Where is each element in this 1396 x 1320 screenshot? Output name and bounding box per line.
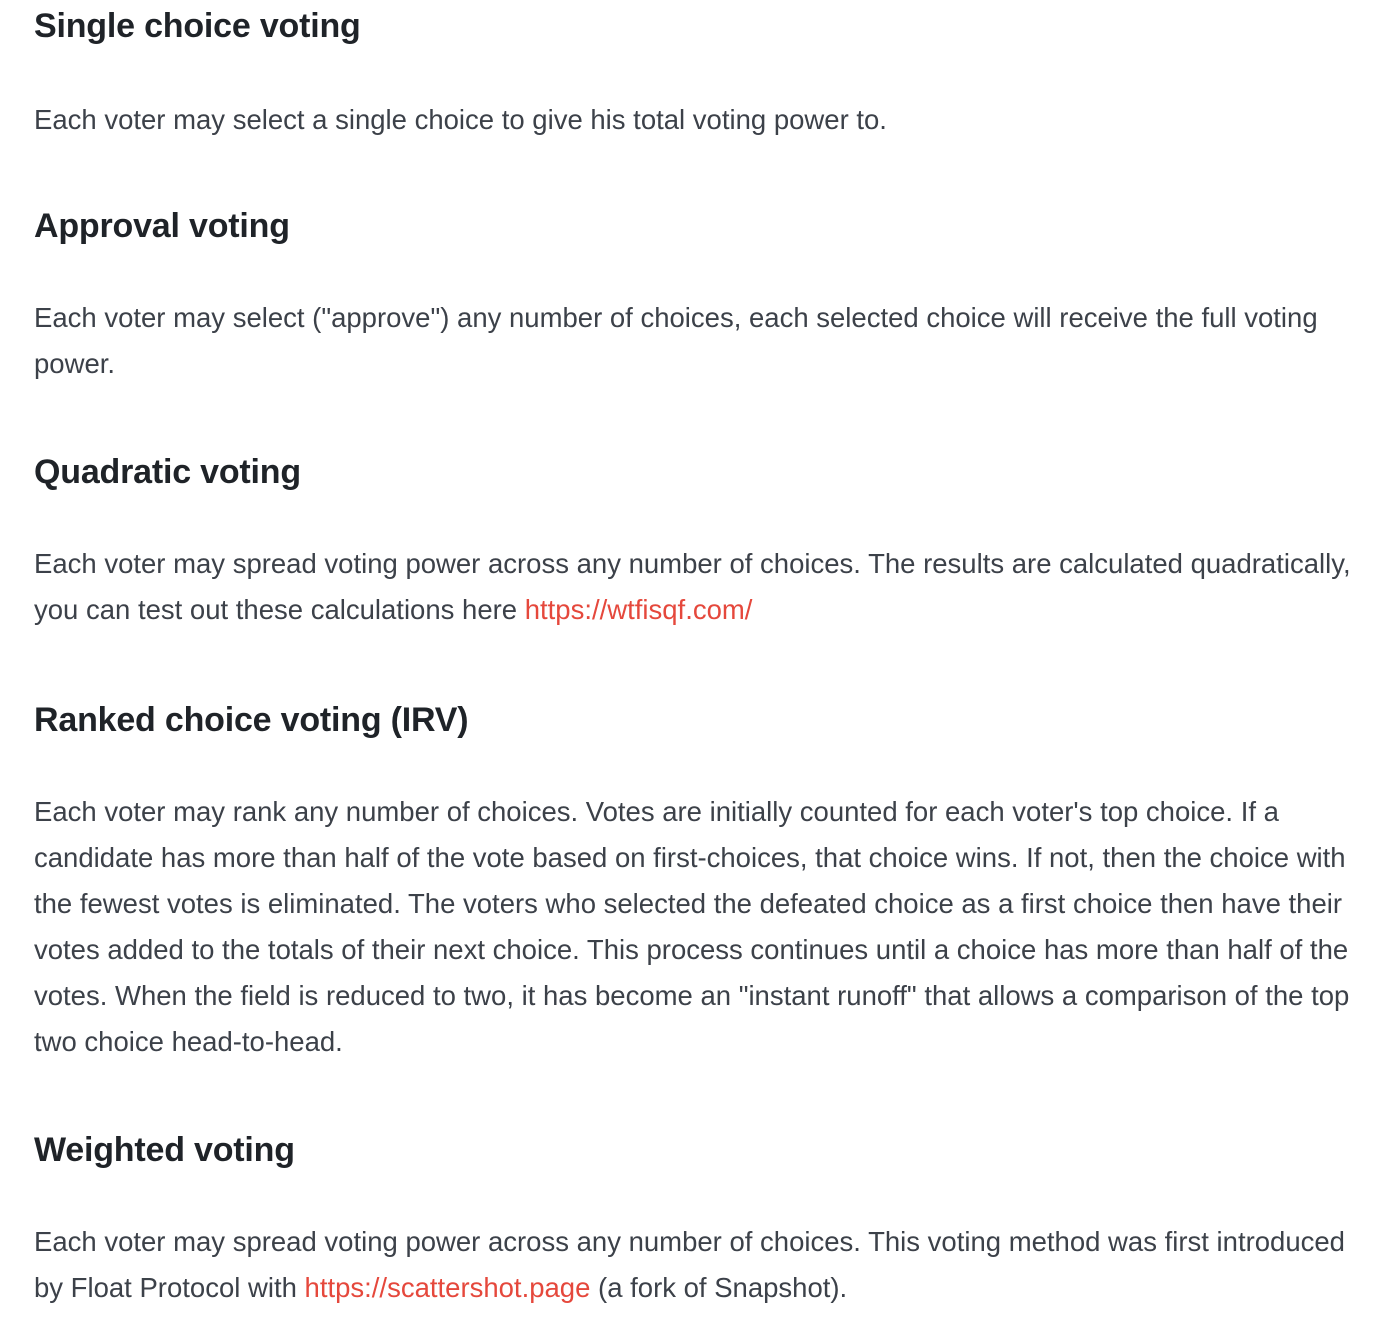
desc-quadratic	[34, 541, 1379, 633]
heading-approval: Approval voting	[34, 207, 290, 245]
desc-weighted-suffix: (a fork of Snapshot).	[590, 1272, 848, 1303]
desc-quadratic-text: Each voter may spread voting power across any number of choices. The results are calculated quadratically, you can test out these calculations here	[34, 548, 1351, 625]
wtfisqf-link[interactable]: https://wtfisqf.com/	[524, 594, 753, 625]
heading-quadratic: Quadratic voting	[34, 453, 301, 491]
section-quadratic	[34, 450, 1379, 633]
scattershot-link[interactable]: https://scattershot.page	[304, 1272, 591, 1303]
heading-weighted: Weighted voting	[34, 1131, 295, 1169]
desc-ranked-choice: Each voter may rank any number of choices. Votes are initially counted for each voter's top choice. If a candidate has more than half of the vote based on first-choices, that choice wins. If not, then the choice with the fewest votes is eliminated. The voters who selected the defeated choice as a first choice then have their votes added to the totals of their next choice. This process continues until a choice has more than half of the votes. When the field is reduced to two, it has become an "instant runoff" that allows a comparison of the top two choice head-to-head.	[34, 796, 1350, 1057]
desc-weighted	[34, 1219, 1379, 1311]
heading-ranked-choice: Ranked choice voting (IRV)	[34, 701, 469, 739]
heading-single-choice: Single choice voting	[34, 7, 361, 45]
section-single-choice	[34, 4, 1379, 143]
desc-weighted-text: Each voter may spread voting power across any number of choices. This voting method was first introduced by Float Protocol with	[34, 1226, 1345, 1303]
section-weighted	[34, 1128, 1379, 1311]
desc-approval: Each voter may select ("approve") any number of choices, each selected choice will receive the full voting power.	[34, 302, 1318, 379]
desc-single-choice: Each voter may select a single choice to give his total voting power to.	[34, 104, 887, 135]
section-approval	[34, 204, 1379, 387]
section-ranked-choice	[34, 698, 1379, 1065]
